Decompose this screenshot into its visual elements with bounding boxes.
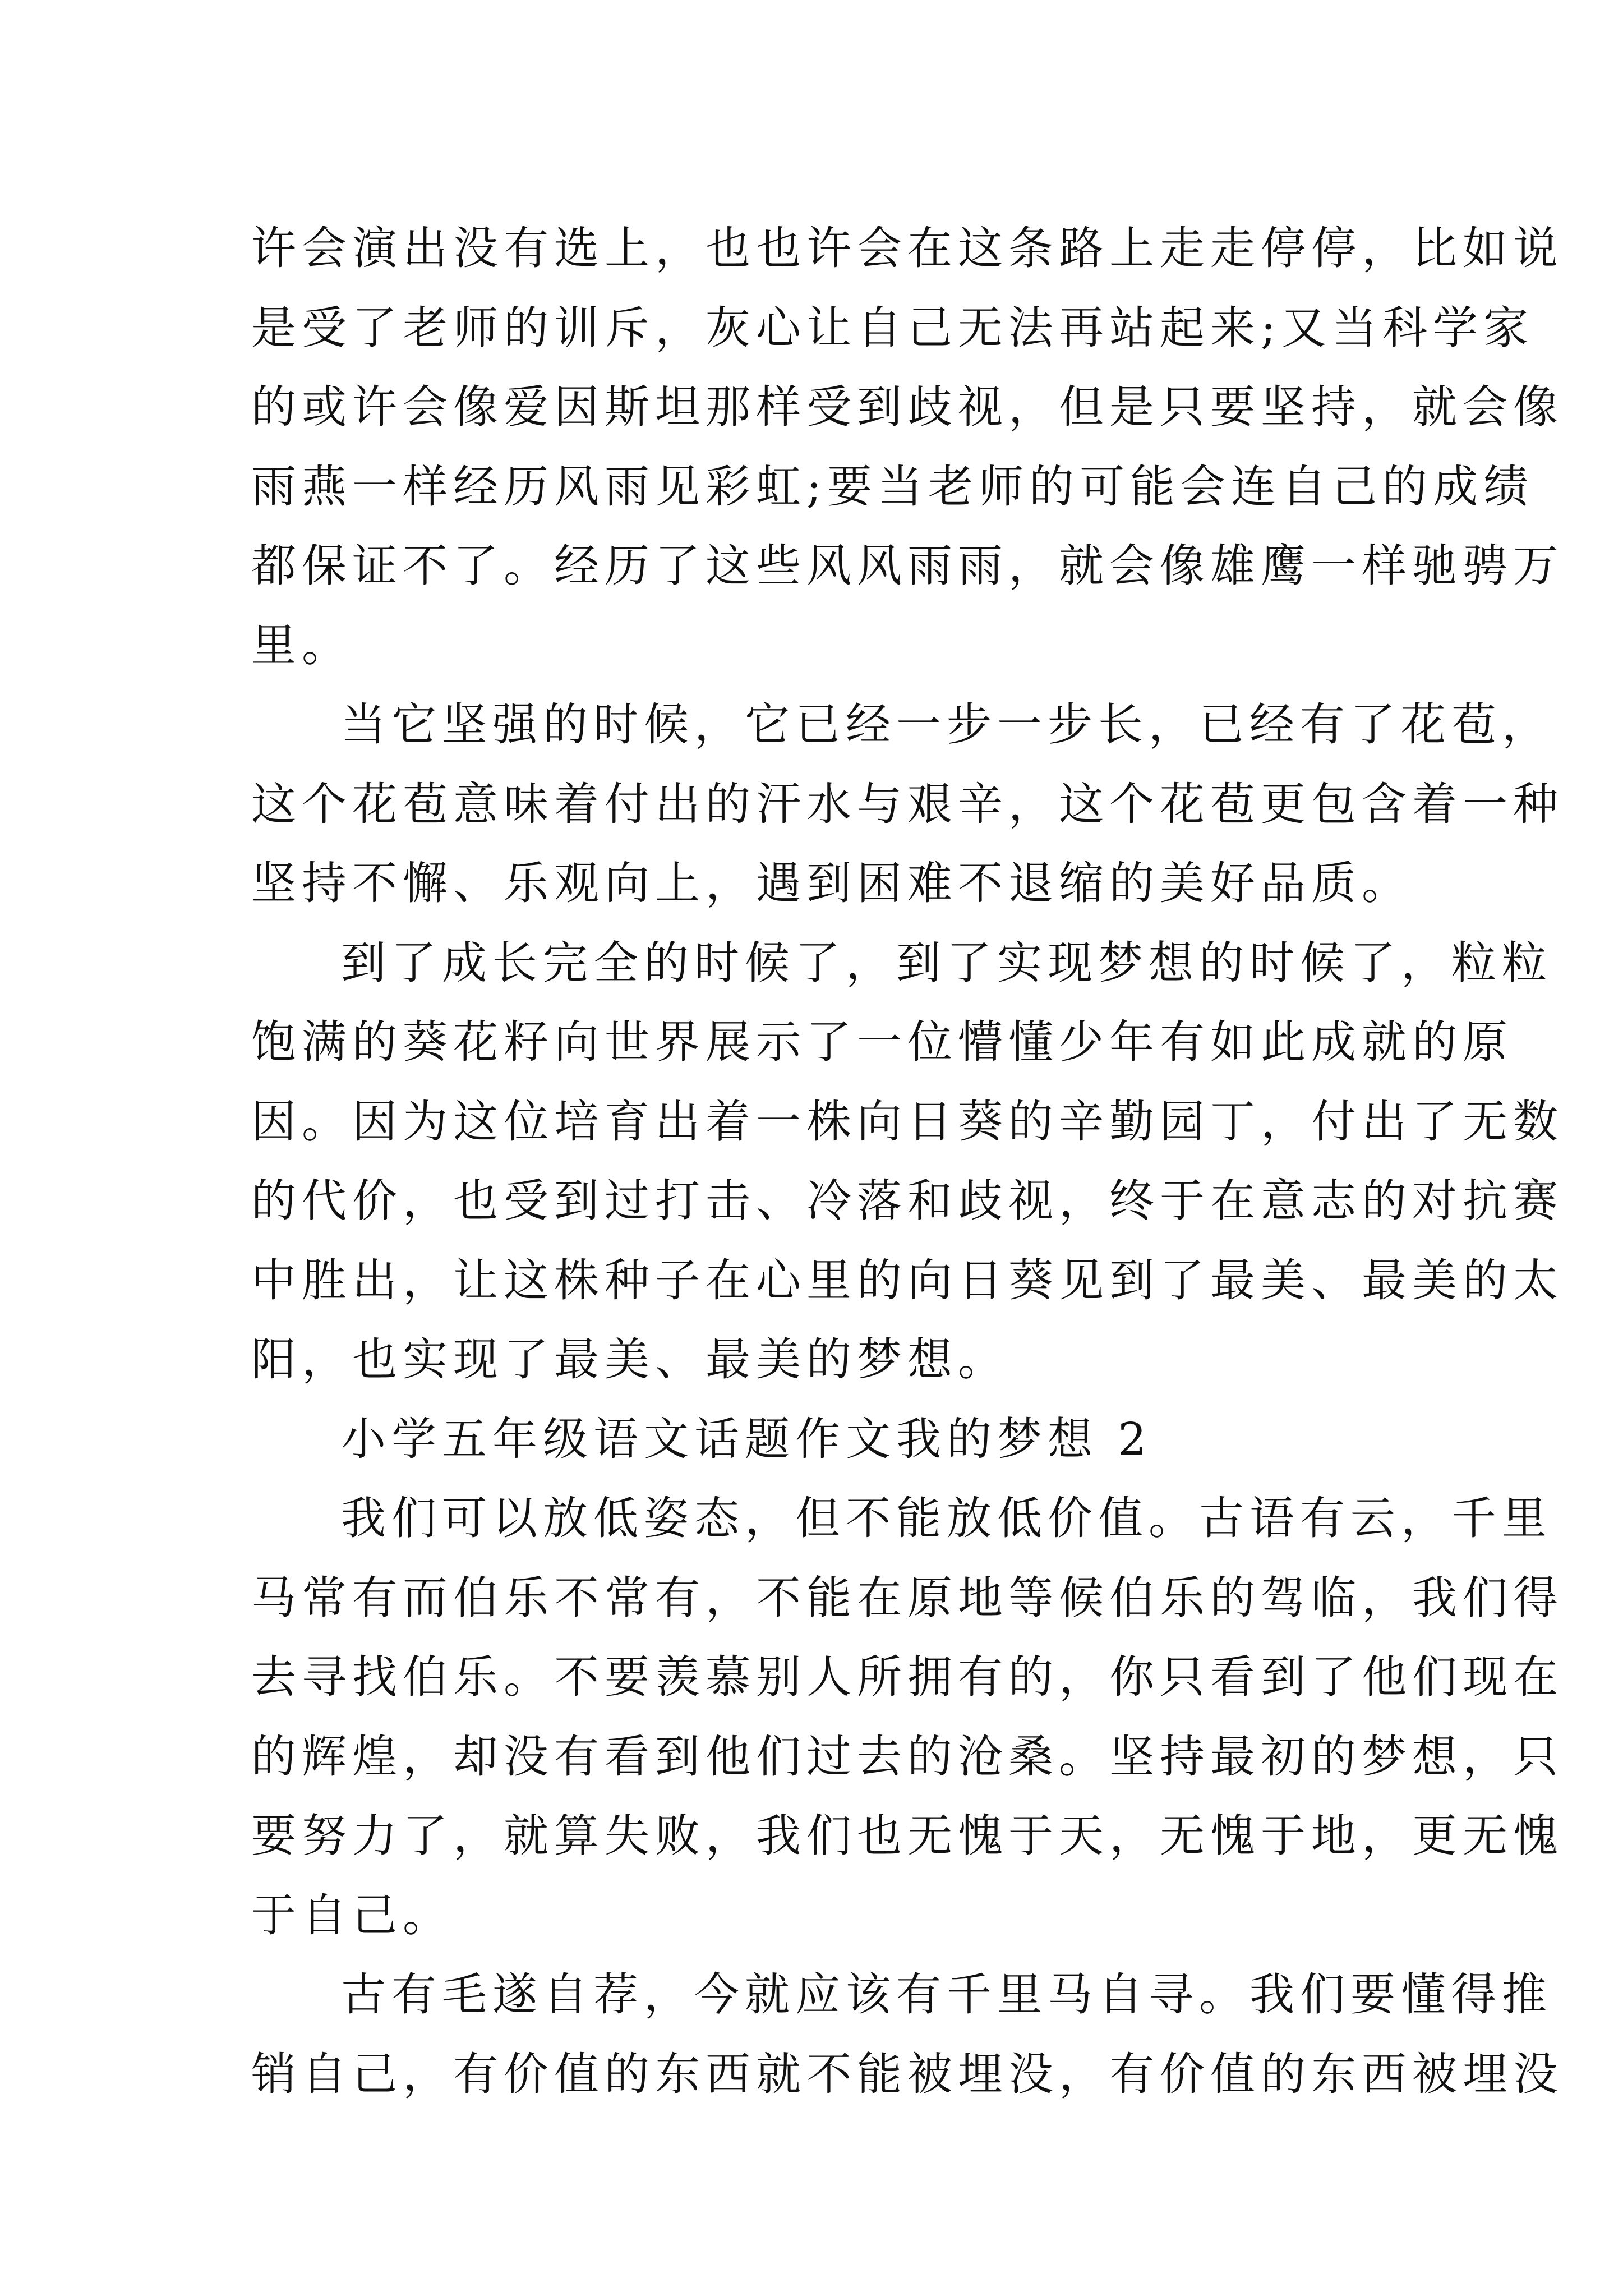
text-line: 因。因为这位培育出着一株向日葵的辛勤园丁，付出了无数 xyxy=(251,1095,1564,1148)
text-line: 坚持不懈、乐观向上，遇到困难不退缩的美好品质。 xyxy=(251,857,1412,909)
text-line: 我们可以放低姿态，但不能放低价值。古语有云，千里 xyxy=(341,1492,1552,1544)
text-line: 要努力了，就算失败，我们也无愧于天，无愧于地，更无愧 xyxy=(251,1810,1564,1862)
text-line: 到了成长完全的时候了，到了实现梦想的时候了，粒粒 xyxy=(341,936,1552,989)
text-line: 的代价，也受到过打击、冷落和歧视，终于在意志的对抗赛 xyxy=(251,1175,1564,1227)
text-line: 雨燕一样经历风雨见彩虹;要当老师的可能会连自己的成绩 xyxy=(251,460,1534,513)
body-text xyxy=(251,209,1564,2114)
text-line: 于自己。 xyxy=(251,1889,453,1941)
text-line: 阳，也实现了最美、最美的梦想。 xyxy=(251,1333,1008,1386)
text-line: 都保证不了。经历了这些风风雨雨，就会像雄鹰一样驰骋万 xyxy=(251,540,1564,592)
text-line: 许会演出没有选上，也也许会在这条路上走走停停，比如说 xyxy=(251,222,1564,274)
text-line: 马常有而伯乐不常有，不能在原地等候伯乐的驾临，我们得 xyxy=(251,1571,1564,1624)
text-line: 销自己，有价值的东西就不能被埋没，有价值的东西被埋没 xyxy=(251,2047,1564,2100)
text-line: 饱满的葵花籽向世界展示了一位懵懂少年有如此成就的原 xyxy=(251,1016,1513,1068)
text-line: 的或许会像爱因斯坦那样受到歧视，但是只要坚持，就会像 xyxy=(251,381,1564,433)
text-line: 当它坚强的时候，它已经一步一步长，已经有了花苞， xyxy=(341,698,1552,751)
text-line: 里。 xyxy=(251,619,352,671)
text-line: 古有毛遂自荐，今就应该有千里马自寻。我们要懂得推 xyxy=(341,1968,1552,2021)
text-line: 是受了老师的训斥，灰心让自己无法再站起来;又当科学家 xyxy=(251,301,1534,354)
text-line: 中胜出，让这株种子在心里的向日葵见到了最美、最美的太 xyxy=(251,1254,1564,1306)
text-line: 的辉煌，却没有看到他们过去的沧桑。坚持最初的梦想，只 xyxy=(251,1730,1564,1783)
text-line: 这个花苞意味着付出的汗水与艰辛，这个花苞更包含着一种 xyxy=(251,777,1564,830)
text-line: 去寻找伯乐。不要羡慕别人所拥有的，你只看到了他们现在 xyxy=(251,1651,1564,1703)
section-heading: 小学五年级语文话题作文我的梦想 2 xyxy=(341,1412,1152,1465)
